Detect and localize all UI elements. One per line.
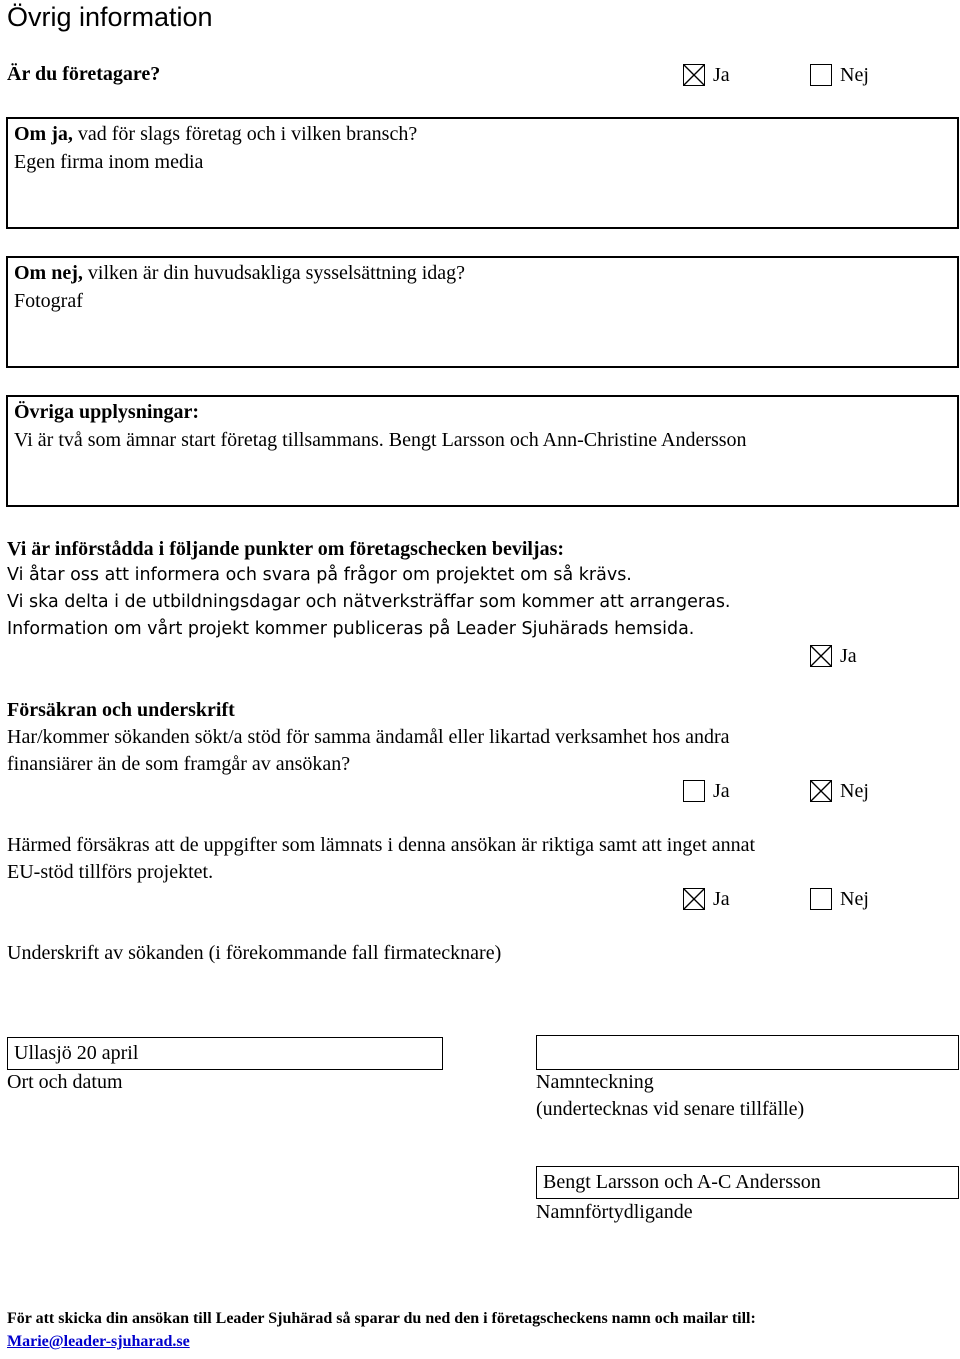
footer-instructions: För att skicka din ansökan till Leader Sjuhärad så sparar du ned den i företagscheckens namn och mailar till: [7,1310,756,1327]
if-no-field[interactable] [6,256,959,368]
if-no-bold: Om nej, [14,262,83,284]
other-info-answer: Vi är två som ämnar start företag tillsammans. Bengt Larsson och Ann-Christine Andersson [14,429,747,451]
understanding-line-2: Vi ska delta i de utbildningsdagar och nätverksträffar som kommer att arrangeras. [7,592,731,612]
assurance-q2-yes-checkbox[interactable] [683,888,705,910]
signature-label: Namnteckning [536,1071,654,1093]
signature-field[interactable] [536,1035,959,1070]
understanding-line-3: Information om vårt projekt kommer publiceras på Leader Sjuhärads hemsida. [7,619,695,639]
name-clarification-field[interactable]: Bengt Larsson och A-C Andersson [536,1166,959,1199]
name-clarification-label: Namnförtydligande [536,1201,693,1223]
assurance-q2-yes-label: Ja [713,888,730,910]
signature-note: (undertecknas vid senare tillfälle) [536,1098,805,1120]
understanding-yes-label: Ja [840,645,857,667]
assurance-q1-yes-checkbox[interactable] [683,780,705,802]
checkmark-x-icon [684,889,704,909]
if-yes-answer: Egen firma inom media [14,151,204,173]
entrepreneur-yes-label: Ja [713,64,730,86]
if-no-question [14,262,465,285]
assurance-q2-line-1: Härmed försäkras att de uppgifter som lämnats i denna ansökan är riktiga samt att inget annat [7,834,756,856]
assurance-q1-line-1: Har/kommer sökanden sökt/a stöd för samma ändamål eller likartad verksamhet hos andra [7,726,730,748]
assurance-q2-line-2: EU-stöd tillförs projektet. [7,861,214,883]
assurance-q2-no-checkbox[interactable] [810,888,832,910]
signature-heading: Underskrift av sökanden (i förekommande fall firmatecknare) [7,942,502,964]
entrepreneur-question: Är du företagare? [7,63,161,85]
checkmark-x-icon [811,781,831,801]
page-title: Övrig information [7,2,213,32]
assurance-q2-no-label: Nej [840,888,869,910]
place-date-field[interactable]: Ullasjö 20 april [7,1037,443,1070]
place-date-label: Ort och datum [7,1071,123,1093]
entrepreneur-no-label: Nej [840,64,869,86]
if-no-answer: Fotograf [14,290,83,312]
checkmark-x-icon [684,65,704,85]
if-yes-bold: Om ja, [14,123,73,145]
if-yes-field[interactable] [6,117,959,229]
other-info-field[interactable] [6,395,959,507]
assurance-q1-yes-label: Ja [713,780,730,802]
checkmark-x-icon [811,646,831,666]
assurance-heading: Försäkran och underskrift [7,699,235,721]
email-link[interactable]: Marie@leader-sjuharad.se [7,1333,190,1350]
assurance-q1-line-2: finansiärer än de som framgår av ansökan? [7,753,351,775]
understanding-line-1: Vi åtar oss att informera och svara på frågor om projektet om så krävs. [7,565,632,585]
assurance-q1-no-checkbox[interactable] [810,780,832,802]
other-info-label: Övriga upplysningar: [14,401,200,423]
entrepreneur-no-checkbox[interactable] [810,64,832,86]
if-yes-rest: vad för slags företag och i vilken bransch? [72,123,418,145]
entrepreneur-yes-checkbox[interactable] [683,64,705,86]
if-no-rest: vilken är din huvudsakliga sysselsättning idag? [82,262,466,284]
if-yes-question [14,123,417,146]
understanding-heading: Vi är införstådda i följande punkter om företagschecken beviljas: [7,538,565,560]
assurance-q1-no-label: Nej [840,780,869,802]
understanding-yes-checkbox[interactable] [810,645,832,667]
